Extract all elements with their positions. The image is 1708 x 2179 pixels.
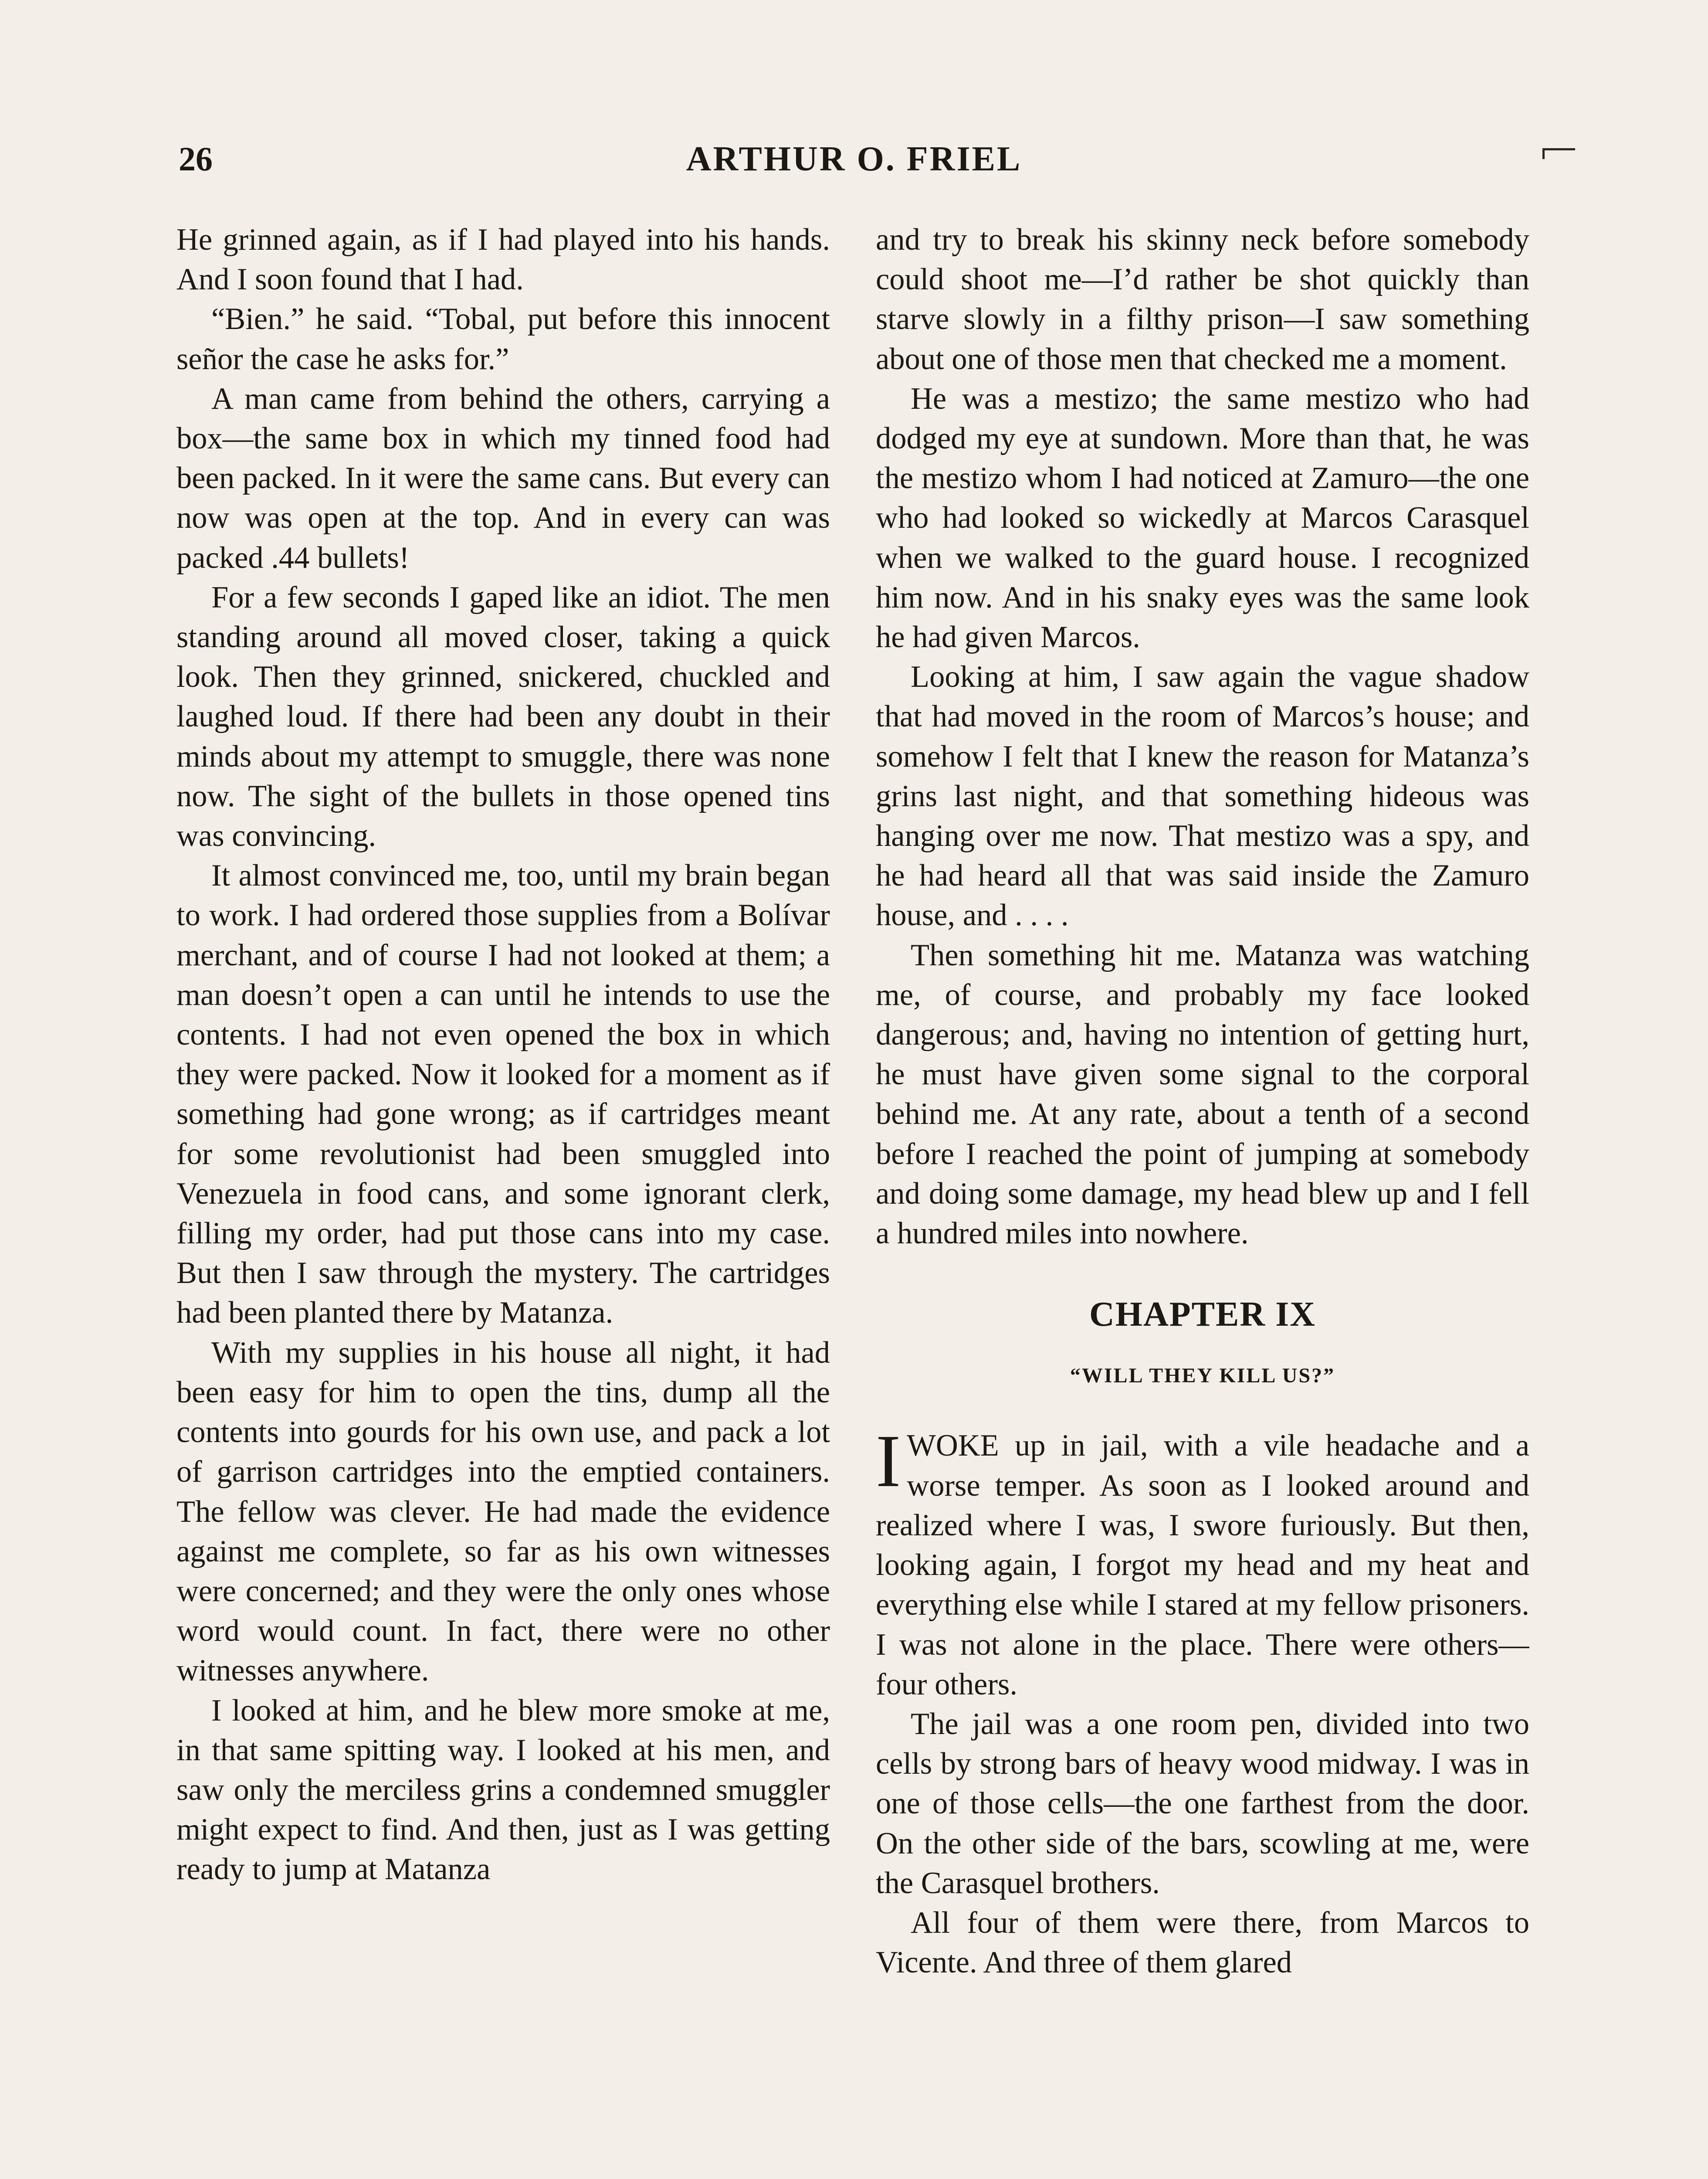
page-header: [174, 131, 1534, 187]
paragraph: With my supplies in his house all night, it had been easy for him to open the tins, dump all the contents into gourds for his own use, and pack a lot of garrison cartridges into the emptied containers. The fellow was clever. He had made the evidence against me complete, so far as his own witnesses were concerned; and they were the only ones whose word would count. In fact, there were no other witnesses anywhere.: [176, 1335, 830, 1688]
paragraph: It almost convinced me, too, until my brain began to work. I had ordered those supplies from a Bolívar merchant, and of course I had not looked at them; a man doesn’t open a can until he intends to use the contents. I had not even opened the box in which they were packed. Now it looked for a moment as if something had gone wrong; as if cartridges meant for some revolutionist had been smuggled into Venezuela in food cans, and some ignorant clerk, filling my order, had put those cans into my case. But then I saw through the mystery. The cartridges had been planted there by Matanza.: [176, 859, 830, 1330]
left-column: [176, 220, 830, 2179]
corner-mark: [1542, 148, 1575, 159]
paragraph: and try to break his skinny neck before somebody could shoot me—I’d rather be shot quickly than starve slowly in a filthy prison—I saw something about one of those men that checked me a moment.: [876, 223, 1529, 376]
drop-cap: I: [876, 1420, 901, 1503]
chapter-subtitle: “WILL THEY KILL US?”: [1070, 1364, 1335, 1388]
running-head: ARTHUR O. FRIEL: [686, 140, 1022, 178]
paragraph: The jail was a one room pen, divided into two cells by strong bars of heavy wood midway. I was in one of those cells—the one farthest from the door. On the other side of the bars, scowling at me, were the Carasquel brothers.: [876, 1707, 1529, 1900]
chapter-opening-paragraph: [876, 1420, 1529, 1704]
right-column: [876, 220, 1529, 2179]
paragraph: He grinned again, as if I had played into his hands. And I soon found that I had.: [176, 223, 830, 297]
chapter-opening-text: WOKE up in jail, with a vile headache and a worse temper. As soon as I looked around and realized where I was, I swore furiously. But then, looking again, I forgot my head and my heat and everything else while I stared at my fellow prisoners. I was not alone in the place. There were others—four others.: [876, 1429, 1529, 1701]
page-number: 26: [179, 140, 213, 178]
paragraph: Then something hit me. Matanza was watching me, of course, and probably my face looked dangerous; and, having no intention of getting hurt, he must have given some signal to the corporal behind me. At any rate, about a tenth of a second before I reached the point of jumping at somebody and doing some damage, my head blew up and I fell a hundred miles into nowhere.: [876, 938, 1529, 1251]
paragraph: For a few seconds I gaped like an idiot. The men standing around all moved closer, taking a quick look. Then they grinned, snickered, chuckled and laughed loud. If there had been any doubt in their minds about my attempt to smuggle, there was none now. The sight of the bullets in those opened tins was convincing.: [176, 580, 830, 853]
paragraph: “Bien.” he said. “Tobal, put before this innocent señor the case he asks for.”: [176, 302, 830, 376]
paragraph: I looked at him, and he blew more smoke at me, in that same spitting way. I looked at his men, and saw only the merciless grins a condemned smuggler might expect to find. And then, just as I was getting ready to jump at Matanza: [176, 1693, 830, 1887]
paragraph: All four of them were there, from Marcos to Vicente. And three of them glared: [876, 1905, 1529, 1980]
paragraph: A man came from behind the others, carrying a box—the same box in which my tinned food had been packed. In it were the same cans. But every can now was open at the top. And in every can was packed .44 bullets!: [176, 381, 830, 575]
chapter-heading: CHAPTER IX: [1089, 1295, 1316, 1334]
paragraph: He was a mestizo; the same mestizo who had dodged my eye at sundown. More than that, he was the mestizo whom I had noticed at Zamuro—the one who had looked so wickedly at Marcos Carasquel when we walked to the guard house. I recognized him now. And in his snaky eyes was the same look he had given Marcos.: [876, 381, 1529, 655]
paragraph: Looking at him, I saw again the vague shadow that had moved in the room of Marcos’s house; and somehow I felt that I knew the reason for Matanza’s grins last night, and that something hideous was hanging over me now. That mestizo was a spy, and he had heard all that was said inside the Zamuro house, and . . . .: [876, 660, 1529, 933]
